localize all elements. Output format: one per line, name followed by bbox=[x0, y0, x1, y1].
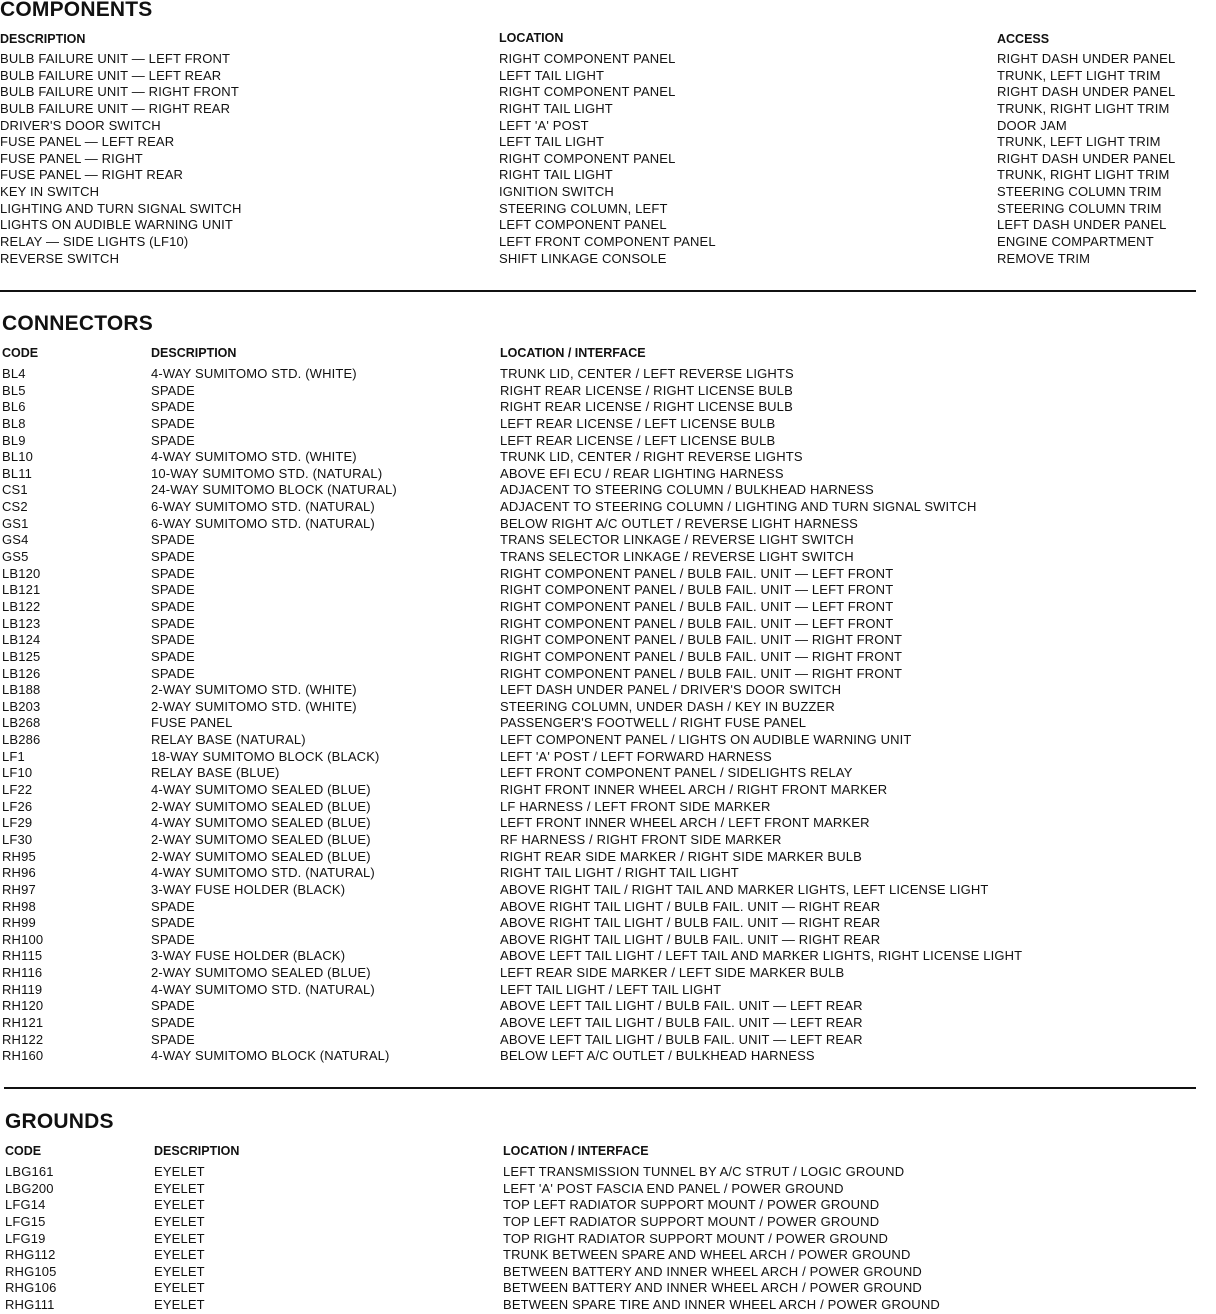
connector-description: SPADE bbox=[151, 898, 195, 914]
table-row bbox=[0, 566, 1216, 583]
component-access: DOOR JAM bbox=[997, 117, 1067, 133]
connector-description: RELAY BASE (NATURAL) bbox=[151, 732, 306, 748]
table-row bbox=[0, 482, 1216, 499]
table-row bbox=[0, 732, 1216, 749]
ground-description: EYELET bbox=[154, 1230, 205, 1246]
ground-location: BETWEEN SPARE TIRE AND INNER WHEEL ARCH / POWER GROUND bbox=[503, 1297, 940, 1313]
connector-location: ABOVE LEFT TAIL LIGHT / LEFT TAIL AND MARKER LIGHTS, RIGHT LICENSE LIGHT bbox=[500, 948, 1023, 964]
table-row bbox=[0, 1231, 1216, 1248]
components-section bbox=[0, 0, 1216, 290]
table-row bbox=[0, 1048, 1216, 1065]
connector-location: ABOVE EFI ECU / REAR LIGHTING HARNESS bbox=[500, 465, 784, 481]
grounds-table bbox=[0, 1164, 1216, 1314]
connector-description: 18-WAY SUMITOMO BLOCK (BLACK) bbox=[151, 748, 380, 764]
table-row bbox=[0, 399, 1216, 416]
connector-description: SPADE bbox=[151, 549, 195, 565]
connector-code: RH122 bbox=[2, 1031, 44, 1047]
connector-location: ADJACENT TO STEERING COLUMN / BULKHEAD HARNESS bbox=[500, 482, 874, 498]
table-row bbox=[0, 749, 1216, 766]
table-row bbox=[0, 84, 1216, 101]
component-description: BULB FAILURE UNIT — LEFT REAR bbox=[0, 67, 222, 83]
connector-description: 6-WAY SUMITOMO STD. (NATURAL) bbox=[151, 499, 375, 515]
ground-description: EYELET bbox=[154, 1164, 205, 1179]
connector-description: SPADE bbox=[151, 632, 195, 648]
component-access: TRUNK, LEFT LIGHT TRIM bbox=[997, 134, 1161, 150]
table-row bbox=[0, 1164, 1216, 1181]
connector-description: SPADE bbox=[151, 582, 195, 598]
ground-location: BETWEEN BATTERY AND INNER WHEEL ARCH / POWER GROUND bbox=[503, 1280, 922, 1296]
grounds-header-description: DESCRIPTION bbox=[154, 1144, 240, 1158]
table-row bbox=[0, 715, 1216, 732]
connector-description: 3-WAY FUSE HOLDER (BLACK) bbox=[151, 948, 346, 964]
connector-location: RIGHT REAR LICENSE / RIGHT LICENSE BULB bbox=[500, 399, 793, 415]
table-row bbox=[0, 433, 1216, 450]
connector-location: LEFT FRONT INNER WHEEL ARCH / LEFT FRONT MARKER bbox=[500, 815, 870, 831]
connector-description: SPADE bbox=[151, 1031, 195, 1047]
connector-location: BELOW LEFT A/C OUTLET / BULKHEAD HARNESS bbox=[500, 1048, 815, 1064]
table-row bbox=[0, 251, 1216, 268]
ground-code: LBG200 bbox=[5, 1180, 54, 1196]
connector-description: 4-WAY SUMITOMO STD. (WHITE) bbox=[151, 449, 357, 465]
component-description: FUSE PANEL — LEFT REAR bbox=[0, 134, 175, 150]
connector-location: RIGHT COMPONENT PANEL / BULB FAIL. UNIT — LEFT FRONT bbox=[500, 582, 894, 598]
ground-location: LEFT TRANSMISSION TUNNEL BY A/C STRUT / LOGIC GROUND bbox=[503, 1164, 905, 1179]
component-access: ENGINE COMPARTMENT bbox=[997, 234, 1154, 250]
table-row bbox=[0, 1280, 1216, 1297]
table-row bbox=[0, 234, 1216, 251]
table-row bbox=[0, 167, 1216, 184]
component-description: RELAY — SIDE LIGHTS (LF10) bbox=[0, 234, 189, 250]
connector-code: CS1 bbox=[2, 482, 28, 498]
connector-description: 4-WAY SUMITOMO BLOCK (NATURAL) bbox=[151, 1048, 390, 1064]
ground-location: TRUNK BETWEEN SPARE AND WHEEL ARCH / POWER GROUND bbox=[503, 1247, 911, 1263]
connector-code: RH121 bbox=[2, 1014, 44, 1030]
connector-description: 4-WAY SUMITOMO SEALED (BLUE) bbox=[151, 782, 371, 798]
table-row bbox=[0, 499, 1216, 516]
ground-code: RHG112 bbox=[5, 1247, 56, 1263]
component-location: LEFT FRONT COMPONENT PANEL bbox=[499, 234, 716, 250]
connector-code: GS4 bbox=[2, 532, 29, 548]
connector-code: LB122 bbox=[2, 598, 41, 614]
connectors-header-description: DESCRIPTION bbox=[151, 346, 237, 360]
connector-location: PASSENGER'S FOOTWELL / RIGHT FUSE PANEL bbox=[500, 715, 807, 731]
ground-location: BETWEEN BATTERY AND INNER WHEEL ARCH / POWER GROUND bbox=[503, 1263, 922, 1279]
connector-location: TRUNK LID, CENTER / LEFT REVERSE LIGHTS bbox=[500, 366, 794, 381]
table-row bbox=[0, 832, 1216, 849]
ground-code: LFG14 bbox=[5, 1197, 46, 1213]
connector-location: RIGHT COMPONENT PANEL / BULB FAIL. UNIT — LEFT FRONT bbox=[500, 598, 894, 614]
connectors-section bbox=[0, 300, 1216, 1080]
grounds-section bbox=[0, 1100, 1216, 1312]
ground-code: RHG106 bbox=[5, 1280, 57, 1296]
connector-location: LEFT DASH UNDER PANEL / DRIVER'S DOOR SWITCH bbox=[500, 682, 842, 698]
component-location: RIGHT TAIL LIGHT bbox=[499, 100, 613, 116]
connector-description: SPADE bbox=[151, 415, 195, 431]
connector-code: LB286 bbox=[2, 732, 41, 748]
connector-location: LEFT FRONT COMPONENT PANEL / SIDELIGHTS RELAY bbox=[500, 765, 853, 781]
connector-description: SPADE bbox=[151, 1014, 195, 1030]
component-access: RIGHT DASH UNDER PANEL bbox=[997, 150, 1176, 166]
connector-code: LB126 bbox=[2, 665, 41, 681]
ground-code: RHG105 bbox=[5, 1263, 57, 1279]
grounds-title: GROUNDS bbox=[5, 1110, 114, 1133]
component-access: REMOVE TRIM bbox=[997, 250, 1091, 266]
component-access: RIGHT DASH UNDER PANEL bbox=[997, 84, 1176, 100]
table-row bbox=[0, 1197, 1216, 1214]
connector-location: ABOVE LEFT TAIL LIGHT / BULB FAIL. UNIT — LEFT REAR bbox=[500, 998, 863, 1014]
connector-description: SPADE bbox=[151, 532, 195, 548]
table-row bbox=[0, 516, 1216, 533]
table-row bbox=[0, 649, 1216, 666]
table-row bbox=[0, 1297, 1216, 1314]
connector-location: RF HARNESS / RIGHT FRONT SIDE MARKER bbox=[500, 831, 782, 847]
components-header-access: ACCESS bbox=[997, 32, 1050, 46]
connector-description: 24-WAY SUMITOMO BLOCK (NATURAL) bbox=[151, 482, 397, 498]
connector-code: RH160 bbox=[2, 1048, 44, 1064]
connector-description: SPADE bbox=[151, 998, 195, 1014]
ground-location: TOP LEFT RADIATOR SUPPORT MOUNT / POWER GROUND bbox=[503, 1213, 880, 1229]
connector-code: LB268 bbox=[2, 715, 41, 731]
component-location: RIGHT COMPONENT PANEL bbox=[499, 150, 676, 166]
table-row bbox=[0, 682, 1216, 699]
connector-location: BELOW RIGHT A/C OUTLET / REVERSE LIGHT HARNESS bbox=[500, 515, 858, 531]
connector-location: TRANS SELECTOR LINKAGE / REVERSE LIGHT SWITCH bbox=[500, 549, 854, 565]
connector-description: 2-WAY SUMITOMO SEALED (BLUE) bbox=[151, 831, 371, 847]
connector-description: 10-WAY SUMITOMO STD. (NATURAL) bbox=[151, 465, 383, 481]
component-description: BULB FAILURE UNIT — RIGHT FRONT bbox=[0, 84, 239, 100]
connector-description: SPADE bbox=[151, 399, 195, 415]
connector-location: LEFT REAR SIDE MARKER / LEFT SIDE MARKER BULB bbox=[500, 965, 845, 981]
connector-location: LEFT REAR LICENSE / LEFT LICENSE BULB bbox=[500, 432, 776, 448]
components-table bbox=[0, 51, 1216, 267]
connector-description: SPADE bbox=[151, 615, 195, 631]
connector-code: BL8 bbox=[2, 415, 26, 431]
connector-code: GS5 bbox=[2, 549, 29, 565]
connector-description: SPADE bbox=[151, 915, 195, 931]
connector-location: LEFT REAR LICENSE / LEFT LICENSE BULB bbox=[500, 415, 776, 431]
connector-description: SPADE bbox=[151, 598, 195, 614]
connector-code: BL5 bbox=[2, 382, 26, 398]
connectors-title: CONNECTORS bbox=[2, 312, 153, 335]
connector-description: FUSE PANEL bbox=[151, 715, 233, 731]
connector-description: 2-WAY SUMITOMO SEALED (BLUE) bbox=[151, 798, 371, 814]
connector-code: RH115 bbox=[2, 948, 43, 964]
connector-code: LB188 bbox=[2, 682, 41, 698]
connector-code: BL4 bbox=[2, 366, 26, 381]
connector-code: LB120 bbox=[2, 565, 41, 581]
table-row bbox=[0, 416, 1216, 433]
connector-location: ADJACENT TO STEERING COLUMN / LIGHTING AND TURN SIGNAL SWITCH bbox=[500, 499, 977, 515]
connector-code: LB123 bbox=[2, 615, 41, 631]
connector-location: ABOVE RIGHT TAIL LIGHT / BULB FAIL. UNIT — RIGHT REAR bbox=[500, 898, 881, 914]
ground-code: LBG161 bbox=[5, 1164, 54, 1179]
ground-description: EYELET bbox=[154, 1197, 205, 1213]
connector-description: 2-WAY SUMITOMO SEALED (BLUE) bbox=[151, 965, 371, 981]
connector-description: SPADE bbox=[151, 382, 195, 398]
connector-location: RIGHT COMPONENT PANEL / BULB FAIL. UNIT — RIGHT FRONT bbox=[500, 665, 903, 681]
table-row bbox=[0, 101, 1216, 118]
component-description: FUSE PANEL — RIGHT REAR bbox=[0, 167, 184, 183]
connector-description: SPADE bbox=[151, 432, 195, 448]
table-row bbox=[0, 799, 1216, 816]
connector-location: RIGHT FRONT INNER WHEEL ARCH / RIGHT FRONT MARKER bbox=[500, 782, 888, 798]
ground-description: EYELET bbox=[154, 1297, 205, 1313]
connector-description: 4-WAY SUMITOMO STD. (WHITE) bbox=[151, 366, 357, 381]
connector-code: LF30 bbox=[2, 831, 33, 847]
section-divider bbox=[0, 290, 1196, 292]
ground-location: TOP LEFT RADIATOR SUPPORT MOUNT / POWER GROUND bbox=[503, 1197, 880, 1213]
table-row bbox=[0, 184, 1216, 201]
grounds-header-location: LOCATION / INTERFACE bbox=[503, 1144, 649, 1158]
connector-description: RELAY BASE (BLUE) bbox=[151, 765, 280, 781]
connector-location: LEFT 'A' POST / LEFT FORWARD HARNESS bbox=[500, 748, 772, 764]
component-location: LEFT 'A' POST bbox=[499, 117, 589, 133]
component-location: LEFT COMPONENT PANEL bbox=[499, 217, 667, 233]
connector-code: LB125 bbox=[2, 648, 41, 664]
component-access: TRUNK, RIGHT LIGHT TRIM bbox=[997, 167, 1170, 183]
connectors-header-location: LOCATION / INTERFACE bbox=[500, 346, 646, 360]
connector-code: RH95 bbox=[2, 848, 36, 864]
table-row bbox=[0, 549, 1216, 566]
connector-code: RH99 bbox=[2, 915, 36, 931]
table-row bbox=[0, 366, 1216, 383]
connector-location: RIGHT REAR LICENSE / RIGHT LICENSE BULB bbox=[500, 382, 793, 398]
table-row bbox=[0, 865, 1216, 882]
connector-code: RH97 bbox=[2, 881, 36, 897]
table-row bbox=[0, 466, 1216, 483]
table-row bbox=[0, 383, 1216, 400]
table-row bbox=[0, 982, 1216, 999]
grounds-header-code: CODE bbox=[5, 1144, 42, 1158]
ground-code: LFG19 bbox=[5, 1230, 46, 1246]
component-description: KEY IN SWITCH bbox=[0, 184, 100, 200]
connector-location: RIGHT TAIL LIGHT / RIGHT TAIL LIGHT bbox=[500, 865, 739, 881]
connector-description: SPADE bbox=[151, 665, 195, 681]
connector-code: LB121 bbox=[2, 582, 41, 598]
component-description: FUSE PANEL — RIGHT bbox=[0, 150, 143, 166]
connector-location: ABOVE LEFT TAIL LIGHT / BULB FAIL. UNIT — LEFT REAR bbox=[500, 1014, 863, 1030]
connector-description: 3-WAY FUSE HOLDER (BLACK) bbox=[151, 881, 346, 897]
connector-description: 4-WAY SUMITOMO STD. (NATURAL) bbox=[151, 981, 375, 997]
connector-description: 6-WAY SUMITOMO STD. (NATURAL) bbox=[151, 515, 375, 531]
components-title: COMPONENTS bbox=[0, 0, 153, 21]
connector-location: TRANS SELECTOR LINKAGE / REVERSE LIGHT SWITCH bbox=[500, 532, 854, 548]
connector-location: ABOVE RIGHT TAIL LIGHT / BULB FAIL. UNIT — RIGHT REAR bbox=[500, 931, 881, 947]
ground-description: EYELET bbox=[154, 1213, 205, 1229]
table-row bbox=[0, 1264, 1216, 1281]
section-divider bbox=[4, 1087, 1196, 1089]
connector-code: LB203 bbox=[2, 698, 41, 714]
connector-code: RH96 bbox=[2, 865, 36, 881]
components-header-description: DESCRIPTION bbox=[0, 32, 86, 46]
connector-description: SPADE bbox=[151, 931, 195, 947]
connector-description: 2-WAY SUMITOMO STD. (WHITE) bbox=[151, 682, 357, 698]
table-row bbox=[0, 915, 1216, 932]
component-access: TRUNK, LEFT LIGHT TRIM bbox=[997, 67, 1161, 83]
connector-code: RH98 bbox=[2, 898, 36, 914]
table-row bbox=[0, 151, 1216, 168]
connector-code: CS2 bbox=[2, 499, 28, 515]
component-access: LEFT DASH UNDER PANEL bbox=[997, 217, 1167, 233]
component-description: BULB FAILURE UNIT — RIGHT REAR bbox=[0, 100, 231, 116]
component-access: TRUNK, RIGHT LIGHT TRIM bbox=[997, 100, 1170, 116]
table-row bbox=[0, 68, 1216, 85]
table-row bbox=[0, 932, 1216, 949]
table-row bbox=[0, 965, 1216, 982]
connector-location: LF HARNESS / LEFT FRONT SIDE MARKER bbox=[500, 798, 771, 814]
table-row bbox=[0, 632, 1216, 649]
table-row bbox=[0, 217, 1216, 234]
connector-code: RH100 bbox=[2, 931, 44, 947]
table-row bbox=[0, 882, 1216, 899]
ground-code: RHG111 bbox=[5, 1297, 55, 1313]
ground-code: LFG15 bbox=[5, 1213, 46, 1229]
connector-code: BL11 bbox=[2, 465, 32, 481]
connectors-table bbox=[0, 366, 1216, 1065]
ground-description: EYELET bbox=[154, 1247, 205, 1263]
connector-description: 4-WAY SUMITOMO STD. (NATURAL) bbox=[151, 865, 375, 881]
component-location: STEERING COLUMN, LEFT bbox=[499, 200, 668, 216]
ground-location: LEFT 'A' POST FASCIA END PANEL / POWER GROUND bbox=[503, 1180, 844, 1196]
table-row bbox=[0, 118, 1216, 135]
component-location: SHIFT LINKAGE CONSOLE bbox=[499, 250, 667, 266]
connector-code: LF22 bbox=[2, 782, 33, 798]
table-row bbox=[0, 616, 1216, 633]
table-row bbox=[0, 782, 1216, 799]
table-row bbox=[0, 815, 1216, 832]
connector-location: LEFT COMPONENT PANEL / LIGHTS ON AUDIBLE WARNING UNIT bbox=[500, 732, 912, 748]
connector-location: RIGHT COMPONENT PANEL / BULB FAIL. UNIT — LEFT FRONT bbox=[500, 565, 894, 581]
table-row bbox=[0, 1032, 1216, 1049]
table-row bbox=[0, 765, 1216, 782]
connector-location: ABOVE LEFT TAIL LIGHT / BULB FAIL. UNIT — LEFT REAR bbox=[500, 1031, 863, 1047]
table-row bbox=[0, 699, 1216, 716]
connector-code: LB124 bbox=[2, 632, 41, 648]
connector-description: SPADE bbox=[151, 648, 195, 664]
component-location: IGNITION SWITCH bbox=[499, 184, 614, 200]
component-access: RIGHT DASH UNDER PANEL bbox=[997, 51, 1176, 66]
connector-code: LF26 bbox=[2, 798, 33, 814]
component-description: REVERSE SWITCH bbox=[0, 250, 120, 266]
component-location: RIGHT TAIL LIGHT bbox=[499, 167, 613, 183]
table-row bbox=[0, 1247, 1216, 1264]
component-access: STEERING COLUMN TRIM bbox=[997, 184, 1162, 200]
connector-code: BL10 bbox=[2, 449, 33, 465]
ground-description: EYELET bbox=[154, 1263, 205, 1279]
component-location: LEFT TAIL LIGHT bbox=[499, 67, 605, 83]
connector-location: LEFT TAIL LIGHT / LEFT TAIL LIGHT bbox=[500, 981, 722, 997]
connector-code: BL9 bbox=[2, 432, 26, 448]
connector-location: RIGHT REAR SIDE MARKER / RIGHT SIDE MARKER BULB bbox=[500, 848, 862, 864]
connector-description: 4-WAY SUMITOMO SEALED (BLUE) bbox=[151, 815, 371, 831]
table-row bbox=[0, 599, 1216, 616]
connector-location: ABOVE RIGHT TAIL LIGHT / BULB FAIL. UNIT — RIGHT REAR bbox=[500, 915, 881, 931]
connector-location: STEERING COLUMN, UNDER DASH / KEY IN BUZZER bbox=[500, 698, 835, 714]
table-row bbox=[0, 582, 1216, 599]
connector-code: RH120 bbox=[2, 998, 44, 1014]
component-location: LEFT TAIL LIGHT bbox=[499, 134, 605, 150]
table-row bbox=[0, 666, 1216, 683]
table-row bbox=[0, 1015, 1216, 1032]
table-row bbox=[0, 1181, 1216, 1198]
component-description: DRIVER'S DOOR SWITCH bbox=[0, 117, 161, 133]
table-row bbox=[0, 849, 1216, 866]
connector-location: RIGHT COMPONENT PANEL / BULB FAIL. UNIT — RIGHT FRONT bbox=[500, 632, 903, 648]
connector-location: RIGHT COMPONENT PANEL / BULB FAIL. UNIT — LEFT FRONT bbox=[500, 615, 894, 631]
connector-location: ABOVE RIGHT TAIL / RIGHT TAIL AND MARKER LIGHTS, LEFT LICENSE LIGHT bbox=[500, 881, 989, 897]
component-description: LIGHTING AND TURN SIGNAL SWITCH bbox=[0, 200, 242, 216]
connectors-header-code: CODE bbox=[2, 346, 39, 360]
component-location: RIGHT COMPONENT PANEL bbox=[499, 51, 676, 66]
connector-location: TRUNK LID, CENTER / RIGHT REVERSE LIGHTS bbox=[500, 449, 803, 465]
table-row bbox=[0, 899, 1216, 916]
ground-location: TOP RIGHT RADIATOR SUPPORT MOUNT / POWER GROUND bbox=[503, 1230, 889, 1246]
connector-description: 2-WAY SUMITOMO STD. (WHITE) bbox=[151, 698, 357, 714]
table-row bbox=[0, 201, 1216, 218]
table-row bbox=[0, 449, 1216, 466]
component-location: RIGHT COMPONENT PANEL bbox=[499, 84, 676, 100]
table-row bbox=[0, 1214, 1216, 1231]
component-description: BULB FAILURE UNIT — LEFT FRONT bbox=[0, 51, 231, 66]
connector-code: BL6 bbox=[2, 399, 26, 415]
component-description: LIGHTS ON AUDIBLE WARNING UNIT bbox=[0, 217, 233, 233]
table-row bbox=[0, 134, 1216, 151]
connector-code: LF29 bbox=[2, 815, 33, 831]
table-row bbox=[0, 948, 1216, 965]
table-row bbox=[0, 532, 1216, 549]
table-row bbox=[0, 51, 1216, 68]
connector-location: RIGHT COMPONENT PANEL / BULB FAIL. UNIT — RIGHT FRONT bbox=[500, 648, 903, 664]
connector-code: RH116 bbox=[2, 965, 43, 981]
ground-description: EYELET bbox=[154, 1280, 205, 1296]
table-row bbox=[0, 998, 1216, 1015]
components-header-location: LOCATION bbox=[499, 31, 564, 45]
connector-description: 2-WAY SUMITOMO SEALED (BLUE) bbox=[151, 848, 371, 864]
component-access: STEERING COLUMN TRIM bbox=[997, 200, 1162, 216]
connector-description: SPADE bbox=[151, 565, 195, 581]
connector-code: LF1 bbox=[2, 748, 25, 764]
connector-code: LF10 bbox=[2, 765, 33, 781]
connector-code: RH119 bbox=[2, 981, 43, 997]
connector-code: GS1 bbox=[2, 515, 29, 531]
ground-description: EYELET bbox=[154, 1180, 205, 1196]
